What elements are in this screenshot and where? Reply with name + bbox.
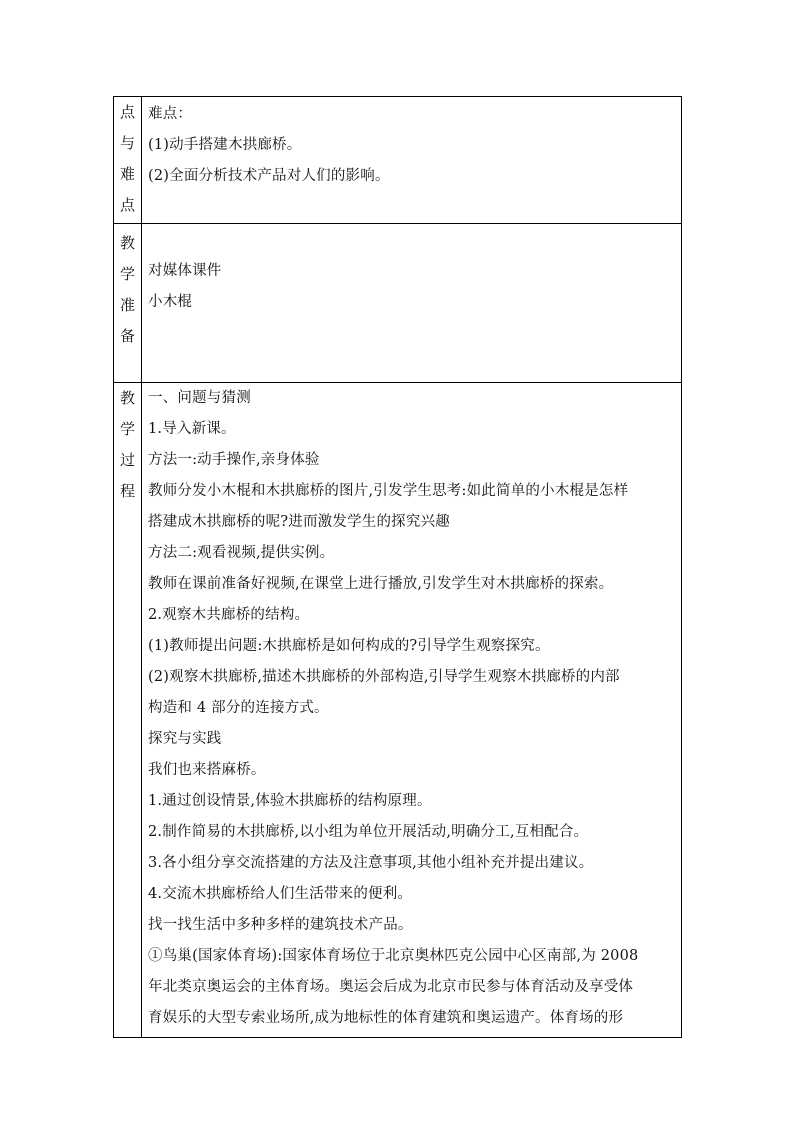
- text-line: 年北类京奥运会的主体育场。奥运会后成为北京市民参与体育活动及享受体: [148, 979, 634, 995]
- difficulty-row: [114, 97, 682, 224]
- difficulty-label-cell: [114, 97, 142, 224]
- text-line: 对媒体课件: [148, 263, 222, 279]
- text-line: 找一找生活中多种多样的建筑技术产品。: [148, 917, 413, 933]
- text-line: 2.观察木共廊桥的结构。: [148, 607, 310, 623]
- text-line: 方法二:观看视频,提供实例。: [148, 545, 335, 561]
- text-line: 2.制作简易的木拱廊桥,以小组为单位开展活动,明确分工,互相配合。: [148, 824, 589, 840]
- label-char: 学: [119, 265, 135, 283]
- text-line: (1)教师提出问题:木拱廊桥是如何构成的?引导学生观察探究。: [148, 638, 550, 654]
- preparation-content-cell: [142, 224, 682, 383]
- label-char: 备: [119, 327, 135, 345]
- process-content-cell: [142, 383, 682, 1038]
- label-char: 准: [119, 296, 135, 314]
- text-line: 1.通过创设情景,体验木拱廊桥的结构原理。: [148, 793, 432, 809]
- text-line: 3.各小组分享交流搭建的方法及注意事项,其他小组补充并提出建议。: [148, 855, 594, 871]
- label-char: 点: [119, 196, 135, 214]
- difficulty-content-cell: [142, 97, 682, 224]
- label-char: 教: [119, 234, 135, 252]
- label-char: 教: [119, 389, 135, 407]
- label-char: 学: [119, 420, 135, 438]
- text-line: ①鸟巢(国家体育场):国家体育场位于北京奥林匹克公园中心区南部,为 2008: [148, 948, 639, 964]
- text-line: 4.交流木拱廊桥给人们生活带来的便利。: [148, 886, 413, 902]
- preparation-row: [114, 224, 682, 383]
- preparation-label-cell: [114, 224, 142, 383]
- text-line: 方法一:动手操作,亲身体验: [148, 452, 320, 468]
- text-line: 教师在课前准备好视频,在课堂上进行播放,引发学生对木拱廊桥的探索。: [148, 576, 614, 592]
- text-line: (2)全面分析技术产品对人们的影响。: [148, 168, 390, 184]
- text-line: 育娱乐的大型专索业场所,成为地标性的体育建筑和奥运遗产。体育场的形: [148, 1010, 624, 1026]
- lesson-plan-table: [113, 96, 682, 1038]
- text-line: 教师分发小木棍和木拱廊桥的图片,引发学生思考:如此简单的小木棍是怎样: [148, 483, 629, 499]
- label-char: 过: [119, 451, 135, 469]
- text-line: 难点：: [148, 106, 193, 122]
- label-char: 与: [119, 134, 135, 152]
- process-row: [114, 383, 682, 1038]
- text-line: (1)动手搭建木拱廊桥。: [148, 137, 302, 153]
- text-line: 1.导入新课。: [148, 421, 236, 437]
- text-line: 小木棍: [148, 294, 193, 310]
- label-char: 程: [119, 482, 135, 500]
- text-line: 我们也来搭麻桥。: [148, 762, 266, 778]
- text-line: 构造和 4 部分的连接方式。: [148, 700, 329, 716]
- label-char: 难: [119, 165, 135, 183]
- text-line: 一、问题与猜测: [148, 390, 251, 406]
- process-label-cell: [114, 383, 142, 1038]
- label-char: 点: [119, 103, 135, 121]
- text-line: (2)观察木拱廊桥,描述木拱廊桥的外部构造,引导学生观察木拱廊桥的内部: [148, 669, 620, 685]
- text-line: 探究与实践: [148, 731, 222, 747]
- text-line: 搭建成木拱廊桥的呢?进而激发学生的探究兴趣: [148, 514, 450, 530]
